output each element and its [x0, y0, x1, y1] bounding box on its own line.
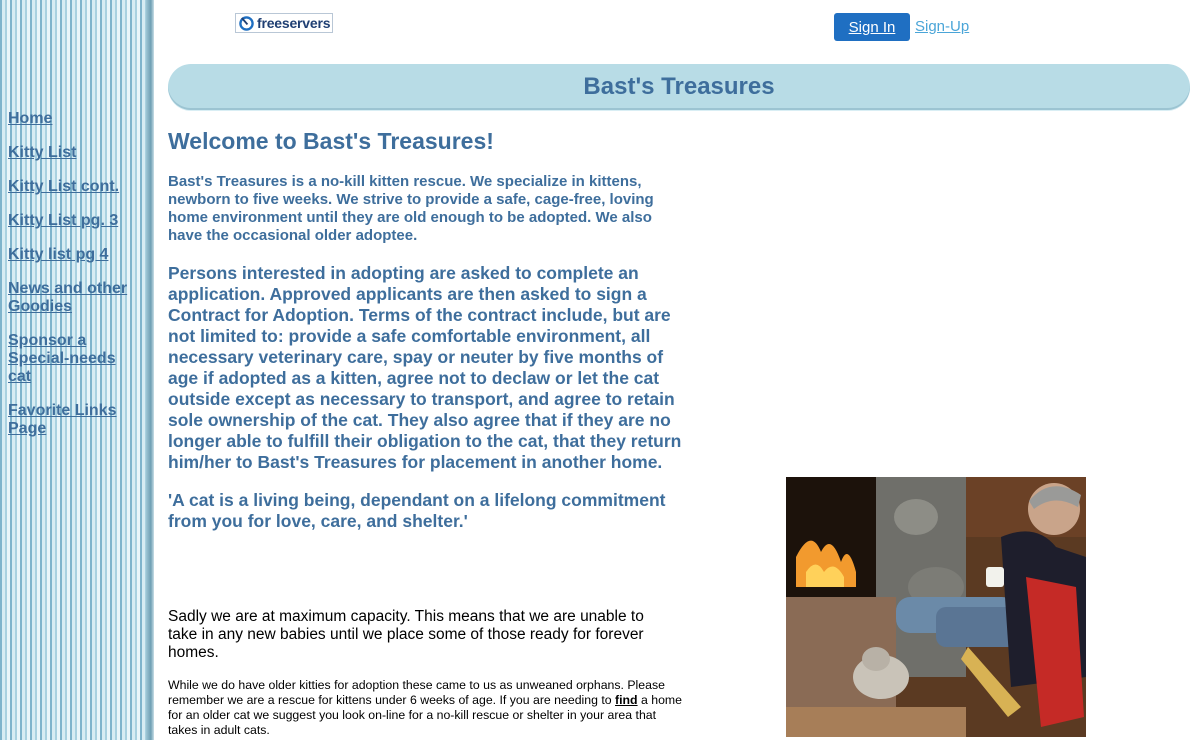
sign-in-button[interactable]: Sign In: [834, 13, 910, 41]
intro-paragraph: Bast's Treasures is a no-kill kitten rescue. We specialize in kittens, newborn to five weeks. We strive to provide a safe, cage-free, loving home environment until they are old enough to be adopted. We also have the occasional older adoptee.: [168, 173, 654, 244]
nav-link-kitty-list-cont[interactable]: Kitty List cont.: [8, 178, 120, 195]
capacity-paragraph: Sadly we are at maximum capacity. This means that we are unable to take in any new babies until we place some of those ready for forever homes.: [168, 608, 644, 661]
freeservers-logo-icon: [239, 16, 254, 31]
sidebar-edge: [146, 0, 154, 740]
fireplace-cat-photo: [786, 477, 1086, 737]
adoption-paragraph: Persons interested in adopting are asked to complete an application. Approved applicants are then asked to sign a Contract for Adoption. Terms of the contract include, but are not limited to: provide a safe comfortable environment, all necessary veterinary care, spay or neuter by five months of age if adopted as a kitten, agree not to declaw or let the cat outside except as necessary to transport, and agree to retain sole ownership of the cat. They also agree that if they are no longer able to fulfill their obligation to the cat, that they return him/her to Bast's Treasures for placement in another home.: [168, 263, 682, 472]
nav-link-news[interactable]: News and other Goodies: [8, 280, 128, 315]
sign-up-link[interactable]: Sign-Up: [915, 18, 970, 35]
older-text-b: a home for an older cat we suggest you look on-line for a no-kill rescue or shelter in your area that takes in adult cats.: [168, 693, 683, 737]
older-text-a: While we do have older kitties for adoption these came to us as unweaned orphans. Please remember we are a rescue for kittens under 6 weeks of age. If you are needing to: [168, 678, 665, 707]
nav-link-kitty-list[interactable]: Kitty List: [8, 144, 77, 161]
logo-text: freeservers: [257, 15, 331, 31]
nav-link-sponsor[interactable]: Sponsor a Special-needs cat: [8, 332, 116, 385]
main-content: [168, 128, 688, 532]
nav-link-kitty-list-pg4[interactable]: Kitty list pg 4: [8, 246, 109, 263]
older-kitties-paragraph: [168, 678, 688, 738]
sidebar-nav: [8, 110, 138, 454]
nav-link-favorite-links[interactable]: Favorite Links Page: [8, 402, 117, 437]
find-link[interactable]: find: [615, 693, 638, 707]
nav-link-kitty-list-pg3[interactable]: Kitty List pg. 3: [8, 212, 119, 229]
quote-paragraph: 'A cat is a living being, dependant on a lifelong commitment from you for love, care, and shelter.': [168, 490, 666, 531]
freeservers-logo[interactable]: [235, 13, 333, 33]
banner-title: Bast's Treasures: [583, 73, 775, 100]
nav-link-home[interactable]: Home: [8, 110, 53, 127]
title-banner: [168, 64, 1190, 110]
page-title: Welcome to Bast's Treasures!: [168, 128, 494, 154]
